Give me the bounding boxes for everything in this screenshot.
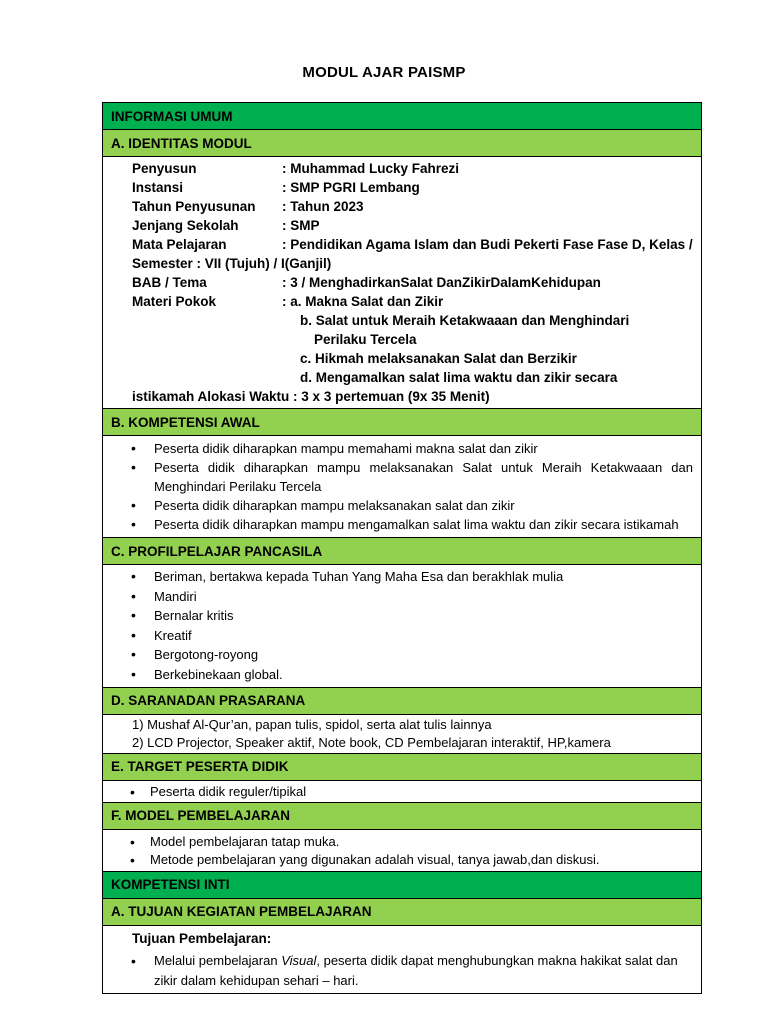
identitas-row-tahun — [132, 197, 701, 216]
identitas-semester: Semester : VII (Tujuh) / I(Ganjil) — [132, 256, 332, 271]
field-label: BAB / Tema — [132, 275, 207, 290]
field-value: : SMP PGRI Lembang — [282, 180, 420, 195]
sarana-block — [103, 715, 701, 754]
tujuan-list — [103, 949, 701, 993]
alokasi-waktu: istikamah Alokasi Waktu : 3 x 3 pertemuan (9x 35 Menit) — [132, 389, 490, 404]
list-item: • Peserta didik reguler/tipikal — [103, 783, 693, 801]
field-label: Tahun Penyusunan — [132, 199, 256, 214]
module-table — [102, 102, 702, 994]
model-block — [103, 830, 701, 872]
identitas-row-penyusun — [132, 159, 701, 178]
list-item: • Metode pembelajaran yang digunakan adalah visual, tanya jawab,dan diskusi. — [103, 851, 693, 869]
section-target-peserta: E. TARGET PESERTA DIDIK — [103, 754, 701, 781]
list-item: • Peserta didik diharapkan mampu mengamalkan salat lima waktu dan zikir secara istikamah — [103, 515, 693, 534]
field-label: Penyusun — [132, 161, 197, 176]
identitas-row-mapel — [132, 235, 701, 254]
kompetensi-awal-list — [103, 436, 701, 537]
materi-item-c: c. Hikmah melaksanakan Salat dan Berzikir — [300, 351, 577, 366]
section-tujuan-kegiatan: A. TUJUAN KEGIATAN PEMBELAJARAN — [103, 899, 701, 926]
materi-item-b: b. Salat untuk Meraih Ketakwaaan dan Menghindari — [300, 313, 630, 328]
tujuan-text-post: , peserta didik dapat menghubungkan makna hakikat salat dan zikir dalam kehidupan sehari – hari. — [154, 952, 678, 988]
list-item: • Beriman, bertakwa kepada Tuhan Yang Maha Esa dan berakhlak mulia — [103, 567, 693, 587]
tujuan-text-pre: Melalui pembelajaran — [154, 952, 282, 968]
tujuan-text-em: Visual — [281, 952, 317, 968]
field-label: Materi Pokok — [132, 294, 217, 309]
section-kompetensi-awal: B. KOMPETENSI AWAL — [103, 409, 701, 436]
section-sarana-prasarana: D. SARANADAN PRASARANA — [103, 688, 701, 715]
field-value: : Tahun 2023 — [282, 199, 364, 214]
field-value: : SMP — [282, 218, 320, 233]
identitas-row-bab — [132, 273, 701, 292]
list-item: • Model pembelajaran tatap muka. — [103, 833, 693, 851]
materi-item-b-cont: Perilaku Tercela — [314, 332, 417, 347]
field-label: Instansi — [132, 180, 184, 195]
document-title: MODUL AJAR PAISMP — [302, 64, 466, 81]
target-list — [103, 781, 701, 802]
field-label: Mata Pelajaran — [132, 237, 227, 252]
list-item: • Peserta didik diharapkan mampu memahami makna salat dan zikir — [103, 439, 693, 458]
section-identitas-modul: A. IDENTITAS MODUL — [103, 130, 701, 157]
field-value: : Pendidikan Agama Islam dan Budi Pekerti Fase Fase D, Kelas / — [282, 237, 693, 252]
tujuan-block — [103, 926, 701, 993]
field-value: : Muhammad Lucky Fahrezi — [282, 161, 460, 176]
list-item: • Kreatif — [103, 626, 693, 646]
tujuan-heading: Tujuan Pembelajaran: — [132, 930, 272, 946]
target-block — [103, 781, 701, 803]
section-profil-pelajar: C. PROFILPELAJAR PANCASILA — [103, 538, 701, 565]
profil-block — [103, 565, 701, 688]
list-item: • Berkebinekaan global. — [103, 665, 693, 685]
identitas-row-materi — [132, 292, 701, 311]
identitas-row-jenjang — [132, 216, 701, 235]
identitas-block — [103, 157, 701, 409]
identitas-row-instansi — [132, 178, 701, 197]
section-informasi-umum: INFORMASI UMUM — [103, 103, 701, 130]
list-item: • Peserta didik diharapkan mampu melaksanakan Salat untuk Meraih Ketakwaaan dan Menghindari Perilaku Tercela — [103, 458, 693, 496]
profil-list — [103, 565, 701, 687]
kompetensi-awal-block — [103, 436, 701, 538]
list-item: • Bernalar kritis — [103, 606, 693, 626]
materi-item-d: d. Mengamalkan salat lima waktu dan zikir secara — [300, 370, 618, 385]
field-label: Jenjang Sekolah — [132, 218, 239, 233]
list-item: • Bergotong-royong — [103, 645, 693, 665]
field-value: : a. Makna Salat dan Zikir — [282, 294, 444, 309]
list-item: • Mandiri — [103, 587, 693, 607]
field-value: : 3 / MenghadirkanSalat DanZikirDalamKehidupan — [282, 275, 601, 290]
model-list — [103, 830, 701, 871]
list-item: • Peserta didik diharapkan mampu melaksanakan salat dan zikir — [103, 496, 693, 515]
section-kompetensi-inti: KOMPETENSI INTI — [103, 872, 701, 899]
sarana-item: 1) Mushaf Al-Qur’an, papan tulis, spidol, serta alat tulis lainnya — [132, 716, 492, 732]
section-model-pembelajaran: F. MODEL PEMBELAJARAN — [103, 803, 701, 830]
list-item — [103, 951, 693, 991]
sarana-item: 2) LCD Projector, Speaker aktif, Note book, CD Pembelajaran interaktif, HP,kamera — [132, 734, 611, 750]
